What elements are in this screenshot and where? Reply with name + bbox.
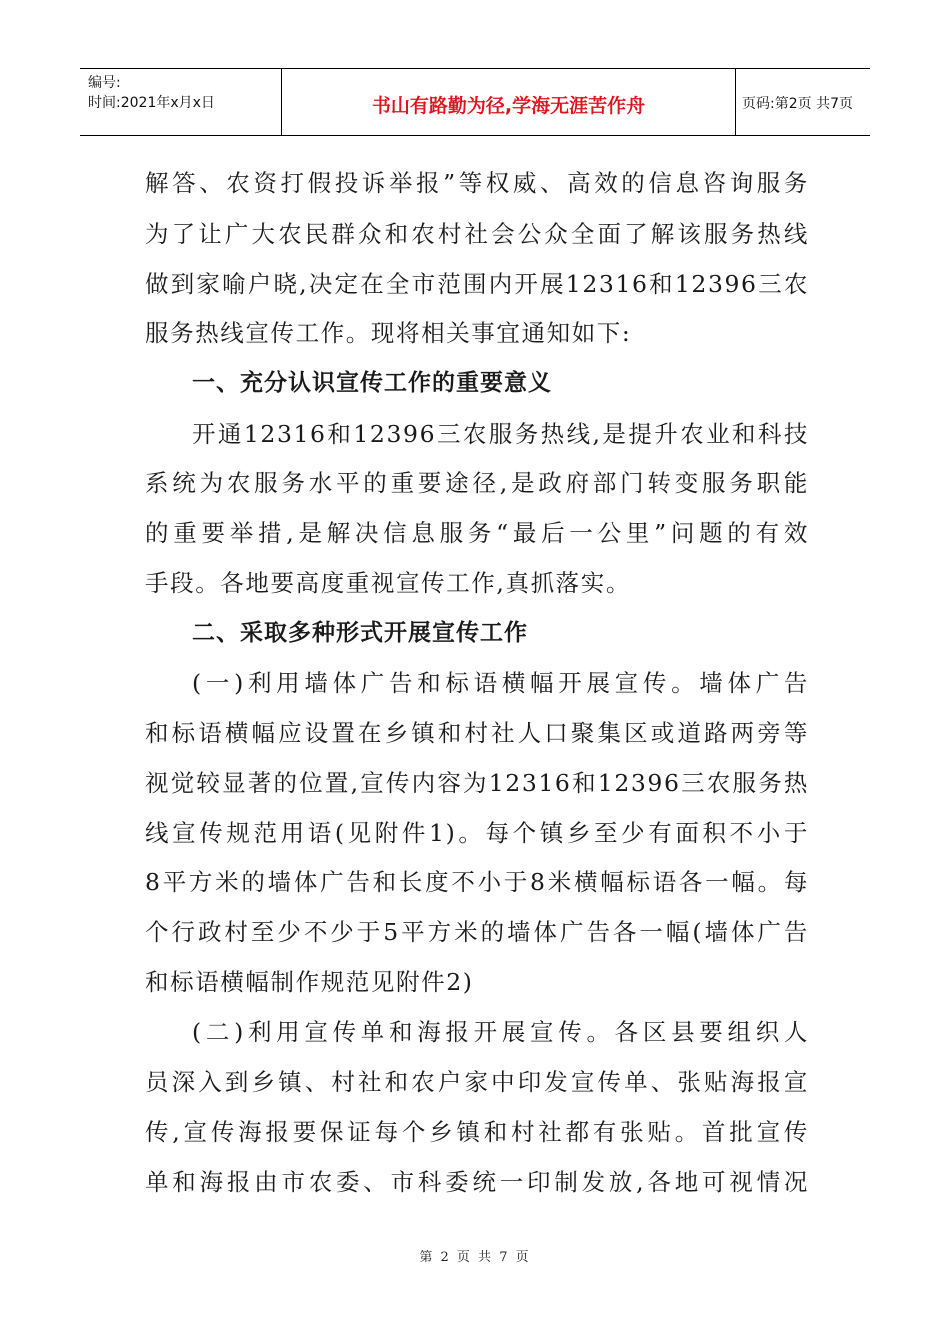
body-line: 8平方米的墙体广告和长度不小于8米横幅标语各一幅。每 (145, 868, 809, 896)
body-line: 服务热线宣传工作。现将相关事宜通知如下: (145, 319, 632, 347)
body-line: 开通12316和12396三农服务热线,是提升农业和科技 (192, 420, 809, 448)
body-line: 个行政村至少不少于5平方米的墙体广告各一幅(墙体广告 (145, 918, 809, 946)
body-line: 手段。各地要高度重视宣传工作,真抓落实。 (145, 569, 631, 597)
motto-text: 书山有路勤为径,学海无涯苦作舟 (371, 95, 646, 117)
page-footer: 第 2 页 共 7 页 (419, 1250, 531, 1265)
header-page-cell (736, 69, 870, 135)
body-line: 和标语横幅制作规范见附件2) (145, 968, 474, 996)
header-meta-cell (80, 69, 282, 135)
number-label: 编号: (88, 75, 121, 91)
header-motto-cell (282, 69, 736, 135)
body-line: 员深入到乡镇、村社和农户家中印发宣传单、张贴海报宣 (145, 1068, 809, 1096)
body-line: 为了让广大农民群众和农村社会公众全面了解该服务热线 (145, 220, 809, 248)
header-table (80, 68, 870, 136)
body-line: 传,宣传海报要保证每个乡镇和村社都有张贴。首批宣传 (145, 1118, 809, 1146)
body-line: 单和海报由市农委、市科委统一印制发放,各地可视情况 (145, 1168, 809, 1196)
body-line: 的重要举措,是解决信息服务“最后一公里”问题的有效 (145, 519, 809, 547)
page-info: 页码:第2页 共7页 (742, 96, 853, 112)
section-heading: 一、充分认识宣传工作的重要意义 (192, 370, 552, 396)
body-line: 解答、农资打假投诉举报”等权威、高效的信息咨询服务 (145, 169, 809, 197)
body-line: 做到家喻户晓,决定在全市范围内开展12316和12396三农 (145, 270, 809, 298)
body-line: (二)利用宣传单和海报开展宣传。各区县要组织人 (192, 1018, 809, 1046)
body-line: 视觉较显著的位置,宣传内容为12316和12396三农服务热 (145, 769, 809, 797)
section-heading: 二、采取多种形式开展宣传工作 (192, 620, 528, 646)
body-line: 和标语横幅应设置在乡镇和村社人口聚集区或道路两旁等 (145, 719, 809, 747)
body-line: 线宣传规范用语(见附件1)。每个镇乡至少有面积不小于 (145, 819, 809, 847)
body-line: 系统为农服务水平的重要途径,是政府部门转变服务职能 (145, 469, 809, 497)
body-line: (一)利用墙体广告和标语横幅开展宣传。墙体广告 (192, 669, 809, 697)
time-label: 时间:2021年x月x日 (88, 95, 215, 111)
